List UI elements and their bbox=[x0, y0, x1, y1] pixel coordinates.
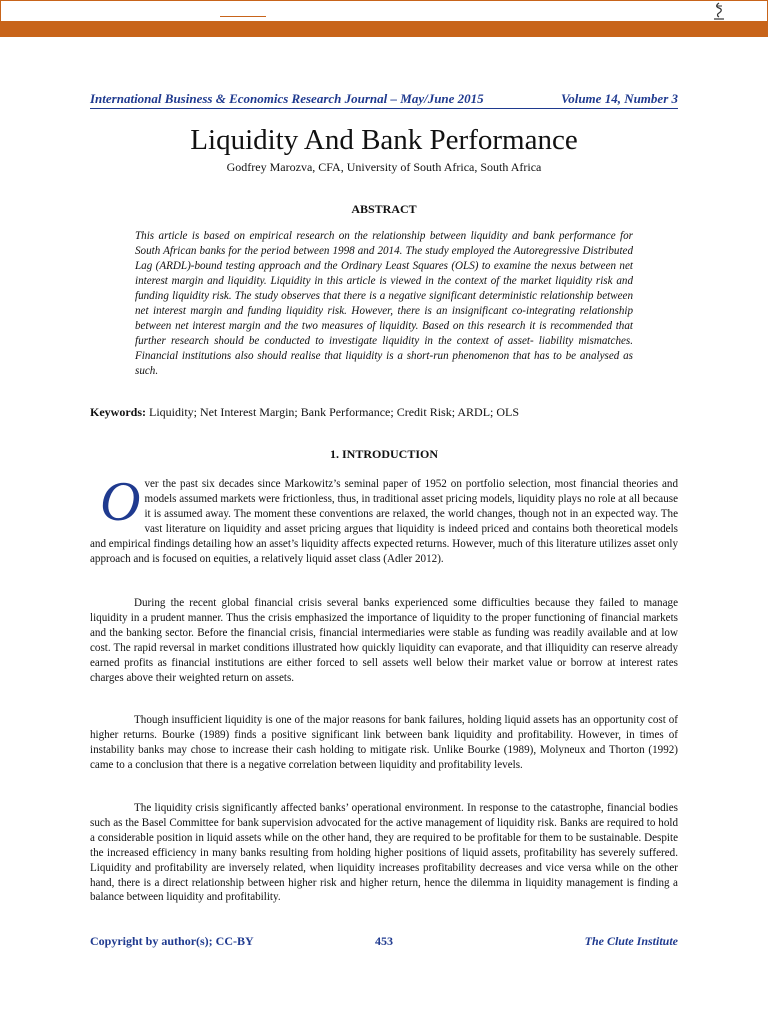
header-band bbox=[0, 21, 768, 37]
journal-name: International Business & Economics Research Journal – May/June 2015 bbox=[90, 91, 484, 106]
paper-title: Liquidity And Bank Performance bbox=[190, 124, 578, 156]
keywords-text: Liquidity; Net Interest Margin; Bank Performance; Credit Risk; ARDL; OLS bbox=[146, 405, 520, 419]
running-header bbox=[90, 91, 678, 109]
paragraph-1 bbox=[90, 471, 678, 566]
paragraph-3: Though insufficient liquidity is one of the major reasons for bank failures, holding liquid assets has an opportunity cost of higher returns. Bourke (1989) finds a positive significant link between bank liquidity and profitability. However, in times of instability banks may chose to increase their cash holding to mitigate risk. Unlike Bourke (1989), Molyneux and Thorton (1992) came to a conclusion that there is a negative correlation between liquidity and profitability levels. bbox=[90, 714, 678, 771]
volume-number: Volume 14, Number 3 bbox=[560, 91, 678, 106]
paragraph-1-text: ver the past six decades since Markowitz’s seminal paper of 1952 on portfolio selection, most financial theories and models assumed markets were frictionless, thus, in traditional asset pricing models, liquidity plays no role at all because it is assumed away. The moment these conventions are relaxed, the world changes, though not in an expected way. The vast literature on liquidity and asset pricing argues that liquidity is indeed priced and contains both theoretical models and empirical findings detailing how an asset’s liquidity affects expected returns. However, much of this literature utilizes asset only approach and is focused on equities, a relatively liquid asset class (Adler 2012). bbox=[90, 478, 678, 565]
section-heading-introduction: 1. INTRODUCTION bbox=[329, 447, 438, 461]
abstract-heading: ABSTRACT bbox=[351, 202, 417, 216]
drop-cap: O bbox=[100, 471, 141, 533]
paragraph-2: During the recent global financial crisis several banks experienced some difficulties because they failed to manage liquidity in a prudent manner. Thus the crisis emphasized the importance of liquidity to the proper functioning of financial markets and the banking sector. Before the financial crisis, financial intermediaries were stable as funding was readily available and at low cost. The rapid reversal in market conditions illustrated how quickly liquidity can evaporate, and that illiquidity can reserve already earned profits as financial institutions are either forced to sell assets well below their market value or borrow at interest rates charges above their weighted return on assets. bbox=[90, 597, 678, 684]
copyright-notice: Copyright by author(s); CC-BY bbox=[90, 934, 254, 948]
paragraph-4: The liquidity crisis significantly affected banks’ operational environment. In response to the catastrophe, financial bodies such as the Basel Committee for bank supervision advocated for the active management of liquidity risk. Banks are required to hold a considerable position in liquid assets while on the other hand, they are required to be profitable for them to be sustainable. Despite the increased efficiency in many banks resulting from holding higher positions of liquid assets, profitability has severely suffered. Liquidity and profitability are inversely related, when liquidity increases profitability decreases and vice versa while on the other hand, there is a direct relationship between higher risk and higher return, hence the dilemma in liquidity management is finding a balance between liquidity and profitability. bbox=[90, 802, 678, 904]
page-number: 453 bbox=[375, 934, 393, 948]
publisher-logo-icon bbox=[711, 2, 727, 22]
keywords-label: Keywords: bbox=[90, 405, 146, 419]
toolbar-link-underline[interactable] bbox=[220, 16, 266, 17]
keywords-line bbox=[90, 405, 690, 420]
publisher-name: The Clute Institute bbox=[584, 934, 678, 948]
abstract-text: This article is based on empirical research on the relationship between liquidity and bank performance for South African banks for the period between 1998 and 2014. The study employed the Autoregressive Distributed Lag (ARDL)-bound testing approach and the Ordinary Least Squares (OLS) to examine the nexus between net interest margin and liquidity. Liquidity in this article is viewed in the context of the market liquidity risk and funding liquidity risk. The study observes that there is a negative significant deterministic relationship between net interest margin and funding liquidity risk. However, there is an insignificant co-integrating relationship between net interest margin and the two measures of liquidity. Based on this research it is recommended that further research should be conducted to investigate liquidity in the context of asset- liability mismatches. Financial institutions also should realise that liquidity is a short-run phenomenon that has to be analysed as such. bbox=[135, 230, 633, 377]
author-line: Godfrey Marozva, CFA, University of South Africa, South Africa bbox=[226, 160, 542, 174]
